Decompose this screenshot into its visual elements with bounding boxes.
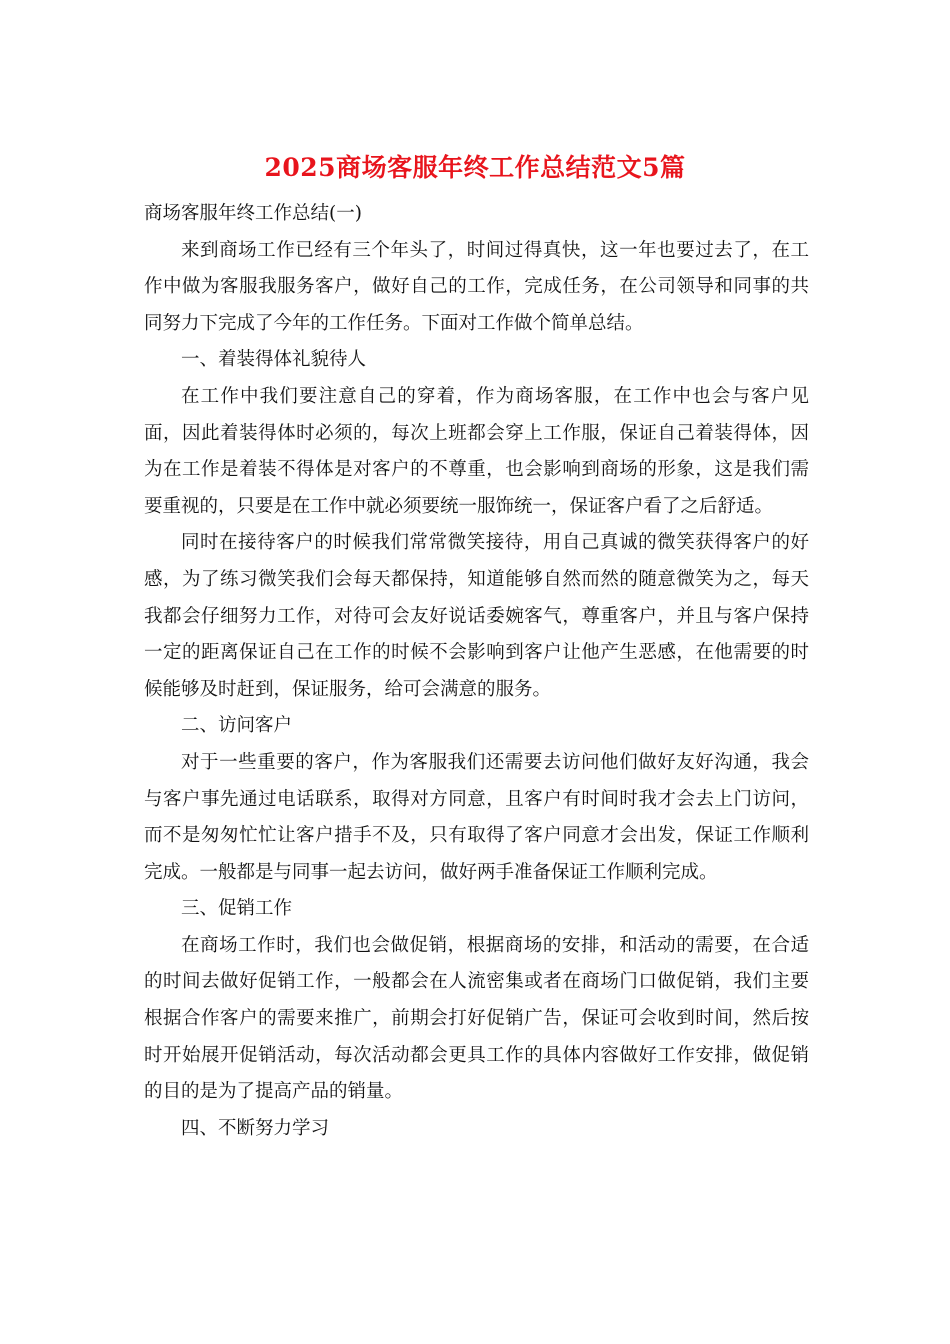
paragraph-smile: 同时在接待客户的时候我们常常微笑接待，用自己真诚的微笑获得客户的好感，为了练习微笑我们会每天都保持，知道能够自然而然的随意微笑为之，每天我都会仔细努力工作，对待可会友好说话委婉客气，尊重客户，并且与客户保持一定的距离保证自己在工作的时候不会影响到客户让他产生恶感，在他需要的时候能够及时赶到，保证服务，给可会满意的服务。 <box>144 532 809 700</box>
paragraph-visit: 对于一些重要的客户，作为客服我们还需要去访问他们做好友好沟通，我会与客户事先通过电话联系，取得对方同意，且客户有时间时我才会去上门访问，而不是匆匆忙忙让客户措手不及，只有取得了客户同意才会出发，保证工作顺利完成。一般都是与同事一起去访问，做好两手准备保证工作顺利完成。 <box>144 751 809 883</box>
section-heading-2: 二、访问客户 <box>181 715 293 737</box>
section-heading-3: 三、促销工作 <box>181 898 293 920</box>
paragraph-attire: 在工作中我们要注意自己的穿着，作为商场客服，在工作中也会与客户见面，因此着装得体时必须的，每次上班都会穿上工作服，保证自己着装得体，因为在工作是着装不得体是对客户的不尊重，也会影响到商场的形象，这是我们需要重视的，只要是在工作中就必须要统一服饰统一，保证客户看了之后舒适。 <box>144 385 809 517</box>
section-subtitle: 商场客服年终工作总结(一) <box>144 203 362 224</box>
paragraph-intro: 来到商场工作已经有三个年头了，时间过得真快，这一年也要过去了，在工作中做为客服我服务客户，做好自己的工作，完成任务，在公司领导和同事的共同努力下完成了今年的工作任务。下面对工作做个简单总结。 <box>144 239 809 334</box>
document-body <box>144 196 809 1147</box>
section-heading-4: 四、不断努力学习 <box>181 1117 330 1139</box>
document-title: 2025商场客服年终工作总结范文5篇 <box>264 153 686 182</box>
section-heading-1: 一、着装得体礼貌待人 <box>181 349 367 371</box>
paragraph-promotion: 在商场工作时，我们也会做促销，根据商场的安排，和活动的需要，在合适的时间去做好促销工作，一般都会在人流密集或者在商场门口做促销，我们主要根据合作客户的需要来推广，前期会打好促销广告，保证可会收到时间，然后按时开始展开促销活动，每次活动都会更具工作的具体内容做好工作安排，做促销的目的是为了提高产品的销量。 <box>144 934 809 1103</box>
